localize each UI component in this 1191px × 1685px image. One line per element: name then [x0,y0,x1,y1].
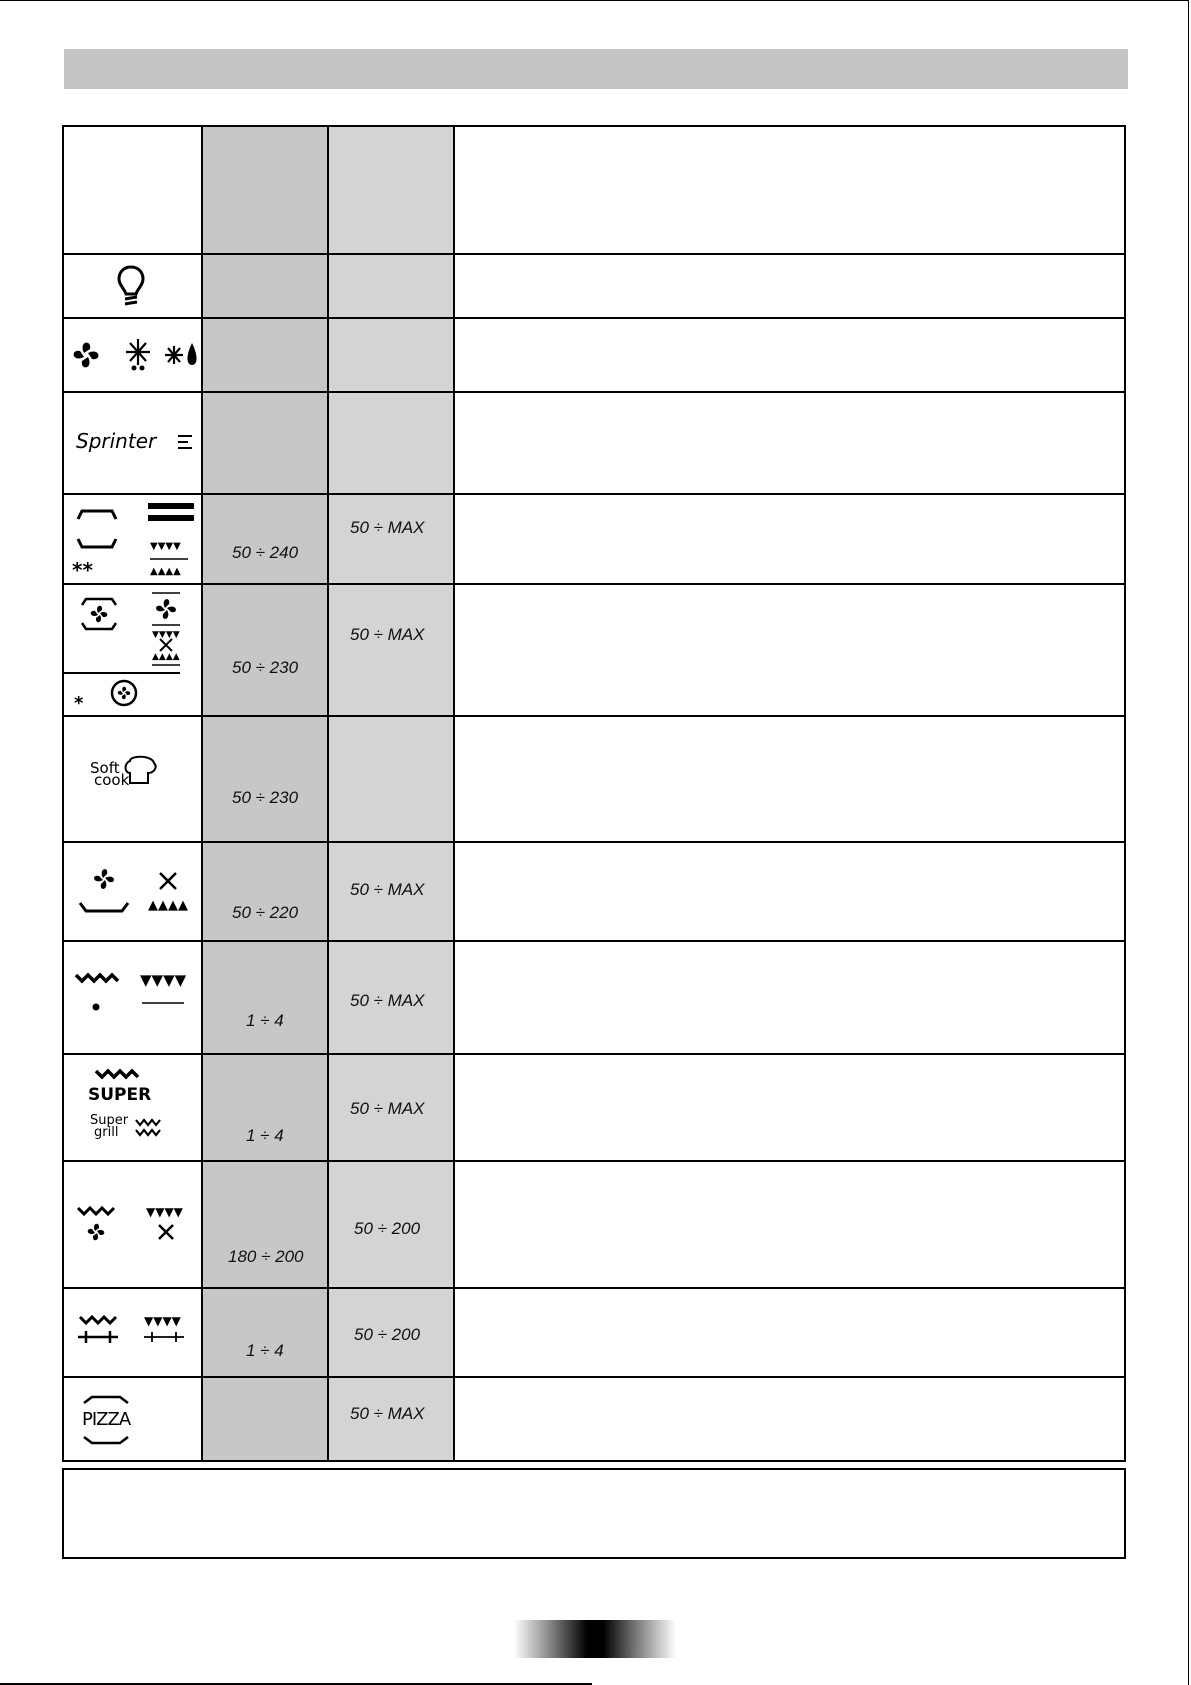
soft-cook-icon [90,759,170,799]
svg-text:▼▼▼▼: ▼▼▼▼ [144,1314,181,1328]
bottom-fan-icon [68,863,198,923]
temp-range: 50 ÷ 240 [232,543,299,562]
row-divider [64,1160,1124,1162]
temperature-column-2 [328,127,454,1460]
note-box [62,1468,1126,1559]
row-divider [64,841,1124,843]
sprinter-icon [76,429,196,459]
svg-text:**: ** [72,558,93,581]
grill-icon [74,967,194,1027]
temp-range-2: 50 ÷ MAX [350,518,425,537]
temp-range: 1 ÷ 4 [246,1341,284,1360]
rotisserie-icon [74,1311,194,1351]
row-divider [64,940,1124,942]
lamp-icon [116,264,146,308]
page-number-tab [514,1620,676,1658]
super-label: SUPER [88,1085,152,1105]
row-divider [64,583,1124,585]
super-grill-label-bottom: grill [94,1125,119,1140]
pizza-icon [78,1395,138,1445]
temp-range: 50 ÷ 230 [232,788,299,807]
svg-text:▲▲▲▲: ▲▲▲▲ [152,652,180,662]
column-divider [201,127,203,1460]
temp-range-2: 50 ÷ 200 [354,1325,421,1344]
svg-text:▼▼▼▼: ▼▼▼▼ [146,1205,183,1219]
temp-range-2: 50 ÷ MAX [350,880,425,899]
temp-range: 1 ÷ 4 [246,1011,284,1030]
soft-cook-label-bottom: cook [94,771,130,789]
column-divider [453,127,455,1460]
row-divider [64,317,1124,319]
defrost-icon [68,337,200,373]
svg-text:▲▲▲▲: ▲▲▲▲ [148,898,188,913]
row-divider [64,493,1124,495]
temp-range: 180 ÷ 200 [228,1247,304,1266]
oven-functions-table [62,125,1126,1462]
temp-range-2: 50 ÷ 200 [354,1219,421,1238]
temp-range-2: 50 ÷ MAX [350,1404,425,1423]
row-divider [64,715,1124,717]
svg-text:▼▼▼▼: ▼▼▼▼ [150,541,181,552]
temp-range-2: 50 ÷ MAX [350,991,425,1010]
super-grill-icon [84,1065,184,1155]
row-divider [64,253,1124,255]
svg-text:▼▼▼▼: ▼▼▼▼ [152,630,180,640]
temp-range: 50 ÷ 220 [232,903,299,922]
sprinter-label: Sprinter [76,429,157,453]
row-divider [64,1287,1124,1289]
super-grill-label-top: Super [90,1113,129,1128]
section-header-bar [64,49,1128,89]
column-divider [327,127,329,1460]
temp-range-2: 50 ÷ MAX [350,1099,425,1118]
fan-grill-icon [74,1202,194,1252]
row-divider [64,1053,1124,1055]
temp-range: 50 ÷ 230 [232,658,299,677]
conventional-oven-icon [68,497,198,581]
fan-oven-icon [68,589,198,713]
row-divider [64,391,1124,393]
svg-text:▼▼▼▼: ▼▼▼▼ [140,971,187,989]
temp-range: 1 ÷ 4 [246,1126,284,1145]
row-divider [64,1376,1124,1378]
svg-text:▲▲▲▲: ▲▲▲▲ [150,566,181,577]
pizza-label: PIZZA [82,1409,131,1430]
soft-cook-label-top: Soft [90,759,120,777]
temp-range-2: 50 ÷ MAX [350,625,425,644]
svg-text:*: * [74,693,84,713]
